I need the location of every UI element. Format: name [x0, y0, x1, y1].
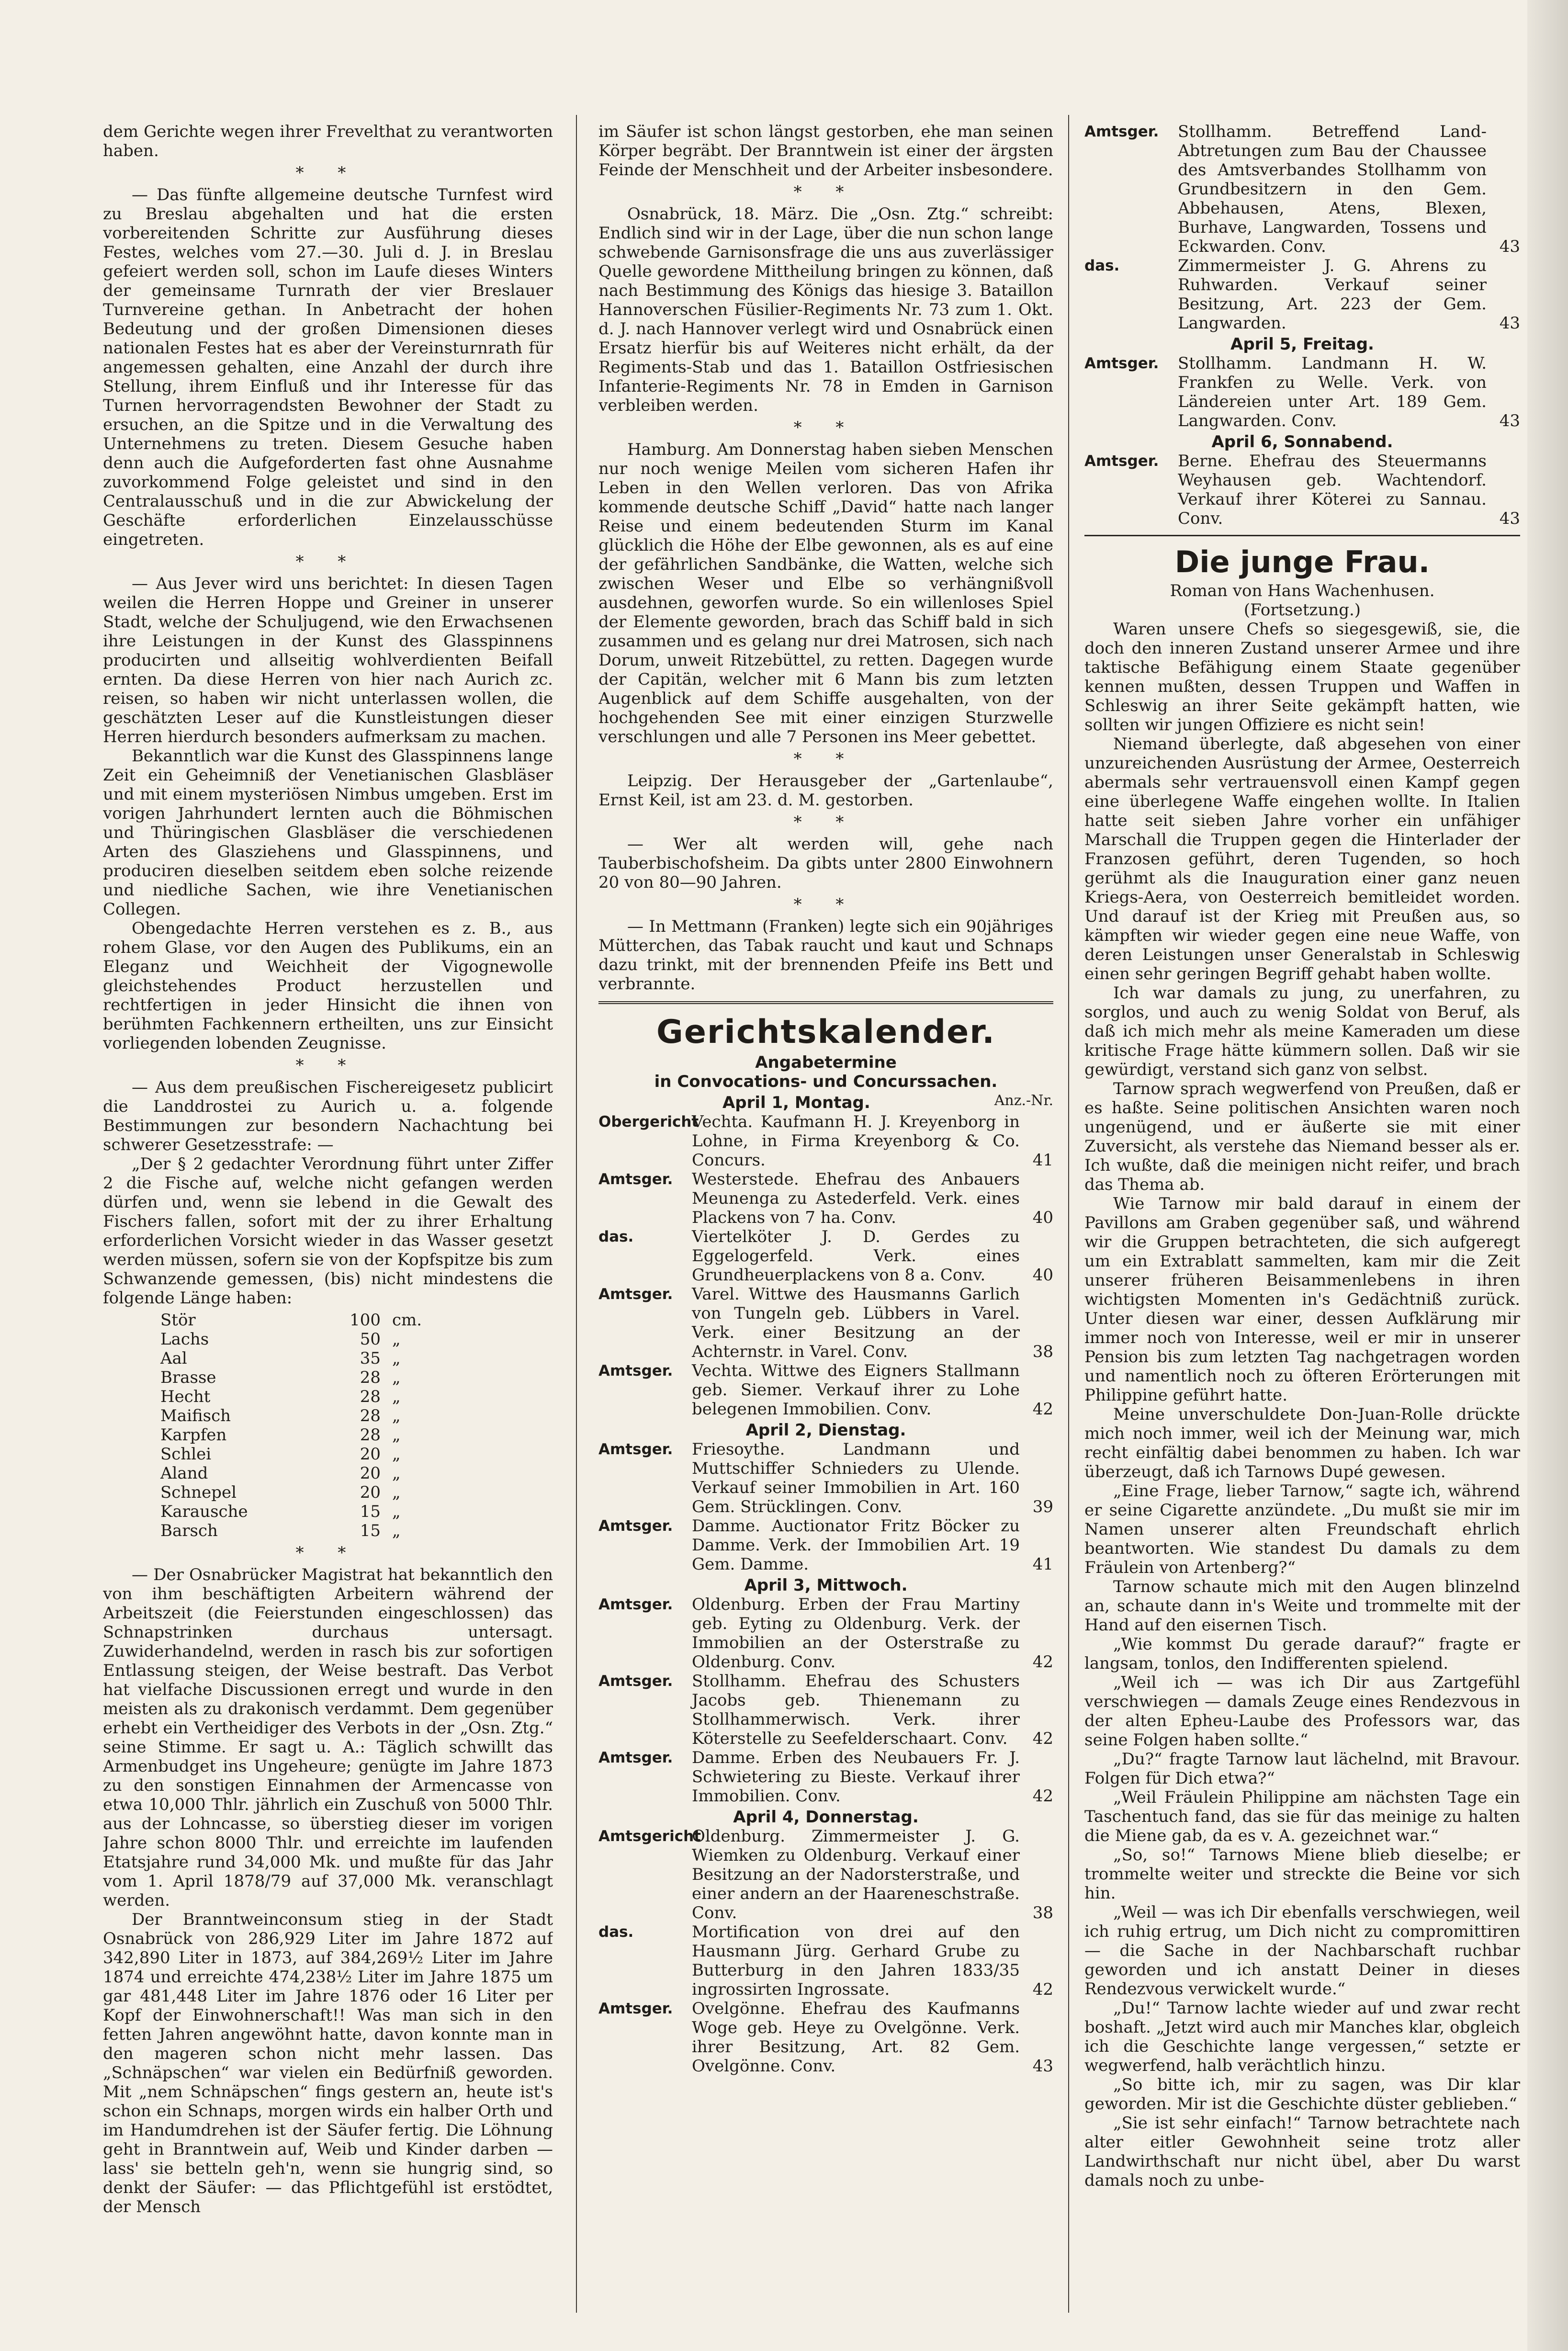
fish-length-table: [160, 1311, 448, 1540]
court-name: das.: [1084, 257, 1120, 274]
court-entry: [1084, 452, 1520, 528]
court-entries-friday: [1084, 354, 1520, 430]
separator-stars: * *: [295, 163, 361, 182]
fish-row: [160, 1521, 448, 1540]
novel-paragraph: „Du?“ fragte Tarnow laut lächelnd, mit Bravour. Folgen für Dich etwa?“: [1084, 1750, 1520, 1788]
court-entry: [598, 1922, 1053, 1999]
column-rule-right: [1068, 115, 1069, 2313]
fish-name: Karpfen: [160, 1425, 227, 1445]
day-heading-row: [598, 1574, 1053, 1595]
article-osnabrueck-magistrat: — Der Osnabrücker Magistrat hat bekanntlich den von ihm beschäftigten Arbeitern während der Arbeitszeit (die Feierstunden eingeschlossen) das Schnapstrinken durchaus untersagt. Zuwiderhandelnd, werden in rasch bis zur sofortigen Entlassung steigen, der Weise bestraft. Das Verbot hat vielfache Discussionen erregt und wurde in den meisten als zu drakonisch verdammt. Dem gegenüber erhebt ein Vertheidiger des Verbots in der „Osn. Ztg.“ seine Stimme. Er sagt u. A.: Täglich schwillt das Armenbudget ins Ungeheure; genügte im Jahre 1873 zu den sonstigen Einnahmen der Armencasse von etwa 10,000 Thlr. jährlich ein Zuschuß von 5000 Thlr. aus der Lohncasse, so überstieg dieser im vorigen Jahre schon 8000 Thlr. und erreichte im laufenden Etatsjahre rund 34,000 Mk. und mußte für das Jahr vom 1. April 1878/79 auf 37,000 Mk. veranschlagt werden.: [103, 1565, 553, 1910]
court-name: Amtsger.: [598, 2000, 673, 2017]
novel-paragraph: Wie Tarnow mir bald darauf in einem der Pavillons am Graben gegenüber saß, und während wir die Gruppen betrachteten, die sich aufgeregt um ein Extrablatt sammelten, kam mir die Zeit unserer früheren Beisammenlebens in ihren wichtigsten Momenten in's Gedächtniß zurück. Unter diesen war einer, dessen Aufklärung mir immer noch von Interesse, weil er mir in unserer Pension bis zum letzten Tag nachgetragen worden und namentlich noch zu öfteren Erörterungen mit Philippine geführt hatte.: [1084, 1194, 1520, 1405]
fish-name: Karausche: [160, 1502, 248, 1521]
novel-paragraph: „Wie kommst Du gerade darauf?“ fragte er langsam, tonlos, den Indifferenten spielend.: [1084, 1635, 1520, 1673]
entry-text: Damme. Auctionator Fritz Böcker zu Damme. Verk. der Immobilien Art. 19 Gem. Damme.: [692, 1516, 1020, 1574]
novel-paragraph: „Sie ist sehr einfach!“ Tarnow betrachtete nach alter eitler Gewohnheit seine trotz aller Landwirthschaft nur nicht übel, aber Du warst damals noch zu unbe-: [1084, 2114, 1520, 2190]
court-name: Amtsger.: [1084, 355, 1159, 372]
novel-body: [1084, 620, 1520, 2190]
article-text: im Säufer ist schon längst gestorben, ehe man seinen Körper begräbt. Der Branntwein ist einer der ärgsten Feinde der Menschheit und der Arbeiter insbesondere.: [598, 122, 1053, 180]
entry-number: 42: [1032, 1652, 1053, 1672]
entry-number: 43: [1499, 411, 1520, 430]
court-name: Amtsger.: [598, 1171, 673, 1188]
court-name: das.: [598, 1228, 634, 1245]
court-entry: [598, 1170, 1053, 1227]
entry-number: 40: [1032, 1266, 1053, 1285]
fish-row: [160, 1464, 448, 1483]
novel-paragraph: „Eine Frage, lieber Tarnow,“ sagte ich, während er seine Cigarette anzündete. „Du mußt sie mir im Namen unserer alten Freundschaft ehrlich beantworten. Wie standest Du damals zu dem Fräulein von Artenberg?“: [1084, 1481, 1520, 1577]
novel-paragraph: Niemand überlegte, daß abgesehen von einer unzureichenden Ausrüstung der Armee, Oesterreich abermals sehr vertrauensvoll einen Kampf gegen eine überlegene Waffe eingehen wollte. In Italien hatte seit sieben Jahre vorher ein unfähiger Marschall die Truppen gegen die Hinterlader der Franzosen geführt, deren Tugenden, so hoch gerühmt als die Inauguration einer ganz neuen Kriegs-Aera, von Oesterreich bemitleidet worden. Und darauf ist der Krieg mit Preußen aus, so kämpften wir wieder gegen eine neue Waffe, von deren Leistungen unser Generalstab in Schleswig einen sehr geringen Begriff gehabt haben wollte.: [1084, 735, 1520, 983]
article-turnfest: — Das fünfte allgemeine deutsche Turnfest wird zu Breslau abgehalten und hat die ersten vorbereitenden Schritte zur Ausführung dieses Festes, welches vom 27.—30. Juli d. J. in Breslau gefeiert werden soll, schon im Laufe dieses Winters der gemeinsame Turnrath der vier Breslauer Turnvereine gethan. In Anbetracht der hohen Bedeutung und der großen Dimensionen dieses nationalen Festes hat es aber der Vereinsturnrath für angemessen gehalten, eine Anzahl der durch ihre Stellung, ihrem Einfluß und ihr Interesse für das Turnen hervorragendsten Bewohner der Stadt zu ersuchen, an die Spitze und in die Verwaltung des Unternehmens zu treten. Diesem Gesuche haben denn auch die Aufgeforderten fast ohne Ausnahme zuvorkommend Folge geleistet und sind in den Centralausschuß und in die zur Abwickelung der Geschäfte erforderlichen Einzelausschüsse eingetreten.: [103, 185, 553, 549]
fish-row: [160, 1311, 448, 1330]
court-name: Amtsger.: [1084, 452, 1159, 470]
entry-number: 42: [1032, 1400, 1053, 1419]
court-entry: [598, 1595, 1053, 1672]
fish-unit: „: [392, 1330, 401, 1349]
entry-text: Varel. Wittwe des Hausmanns Garlich von Tungeln geb. Lübbers in Varel. Verk. einer Besitzung an der Achternstr. in Varel. Conv.: [692, 1285, 1020, 1361]
entry-number: 43: [1499, 314, 1520, 333]
day-heading: April 2, Dienstag.: [745, 1421, 906, 1440]
entry-number: 43: [1499, 237, 1520, 256]
fish-row: [160, 1349, 448, 1368]
entry-text: Damme. Erben des Neubauers Fr. J. Schwietering zu Bieste. Verkauf ihrer Immobilien. Conv.: [692, 1748, 1020, 1806]
article-jever-2: Bekanntlich war die Kunst des Glasspinnens lange Zeit ein Geheimniß der Venetianischen Glasbläser und mit einem mysteriösen Nimbus umgeben. Erst im vorigen Jahrhundert lernten auch die Böhmischen und Thüringischen Glasbläser die verschiedenen Arten des Glasziehens und Glasspinnens, und produciren dieselben seitdem eben solche reizende und niedliche Sachen, wie ihre Venetianischen Collegen.: [103, 746, 553, 919]
entry-text: Friesoythe. Landmann und Muttschiffer Schnieders zu Ulende. Verkauf seiner Immobilien in Art. 160 Gem. Strücklingen. Conv.: [692, 1440, 1020, 1516]
entry-number: 43: [1499, 509, 1520, 528]
page-edge-shadow: [1527, 0, 1568, 2351]
fish-row: [160, 1406, 448, 1425]
day-heading: April 5, Freitag.: [1230, 335, 1374, 354]
article-hamburg: Hamburg. Am Donnerstag haben sieben Menschen nur noch wenige Meilen vom sicheren Hafen ihr Leben in den Wellen verloren. Das von Afrika kommende deutsche Schiff „David“ hatte nach langer Reise und einem bedeutenden Sturm im Kanal glücklich die Höhe der Elbe gewonnen, als es auf eine der gefährlichen Sandbänke, die Watten, welche sich zwischen Weser und Elbe so verhängnißvoll ausdehnen, geworfen wurde. So ein willenloses Spiel der Elemente geworden, brach das Schiff bald in sich zusammen und es gelang nur drei Matrosen, sich nach Dorum, unweit Ritzebüttel, zu retten. Dagegen wurde der Capitän, welcher mit 6 Mann bis zum letzten Augenblick auf dem Schiffe ausgehalten, von der hochgehenden See mit einer einzigen Sturzwelle verschlungen und alle 7 Personen ins Meer gebettet.: [598, 440, 1053, 746]
fish-length: 28: [360, 1406, 381, 1425]
court-entry: [598, 1999, 1053, 2076]
fish-row: [160, 1502, 448, 1521]
section-subtitle-2: in Convocations- und Concurssachen.: [654, 1072, 998, 1091]
fish-name: Brasse: [160, 1368, 216, 1387]
article-jever: — Aus Jever wird uns berichtet: In diesen Tagen weilen die Herren Hoppe und Greiner in unserer Stadt, welche der Schuljugend, wie den Erwachsenen ihre Leistungen in der Kunst des Glasspinnens producirten und allseitig wohlverdienten Beifall ernten. Da diese Herren von hier nach Aurich zc. reisen, so haben wir nicht unterlassen wollen, die geschätzten Leser auf die Kunstleistungen dieser Herren hierdurch besonders aufmerksam zu machen.: [103, 574, 553, 746]
fish-name: Aal: [160, 1349, 187, 1368]
court-entry: [1084, 354, 1520, 430]
fish-unit: „: [392, 1387, 401, 1406]
court-name: Amtsger.: [598, 1286, 673, 1303]
entry-number: 41: [1032, 1555, 1053, 1574]
court-name: Amtsger.: [598, 1441, 673, 1458]
fish-unit: cm.: [392, 1311, 422, 1330]
court-entry: [598, 1827, 1053, 1922]
fish-name: Maifisch: [160, 1406, 231, 1425]
novel-paragraph: Tarnow sprach wegwerfend von Preußen, daß er es haßte. Seine politischen Ansichten waren noch ungenügend, und er äußerte sie mit einer Zuversicht, als verstehe das Niemand besser als er. Ich wußte, daß die meinigen nicht reifer, und brach das Thema ab.: [1084, 1079, 1520, 1194]
court-name: Amtsger.: [1084, 123, 1159, 140]
entry-number: 43: [1032, 2057, 1053, 2076]
article-mettmann: — In Mettmann (Franken) legte sich ein 90jähriges Mütterchen, das Tabak raucht und kaut und Schnaps dazu trinkt, mit der brennenden Pfeife ins Bett und verbrannte.: [598, 917, 1053, 994]
fish-unit: „: [392, 1483, 401, 1502]
entry-number: 39: [1032, 1497, 1053, 1516]
novel-paragraph: Tarnow schaute mich mit den Augen blinzelnd an, schaute dann in's Weite und trommelte mit der Hand auf den eisernen Tisch.: [1084, 1577, 1520, 1635]
fish-unit: „: [392, 1464, 401, 1483]
court-entry: [598, 1440, 1053, 1516]
fish-length: 20: [360, 1445, 381, 1464]
court-entry: [1084, 256, 1520, 333]
section-divider: [1084, 535, 1520, 536]
day-heading-row: [598, 1091, 1053, 1112]
entry-text: Ovelgönne. Ehefrau des Kaufmanns Woge geb. Heye zu Ovelgönne. Verk. ihrer Besitzung, Art. 82 Gem. Ovelgönne. Conv.: [692, 1999, 1020, 2076]
novel-continuation-note: (Fortsetzung.): [1243, 600, 1361, 620]
court-name: Amtsger.: [598, 1749, 673, 1766]
entry-number: 38: [1032, 1903, 1053, 1922]
entry-number: 40: [1032, 1208, 1053, 1227]
separator-stars: * *: [793, 749, 858, 769]
novel-paragraph: Meine unverschuldete Don-Juan-Rolle drückte mich noch immer, weil ich der Meinung war, mich recht einfältig dabei benommen zu haben. Ich war überzeugt, daß ich Tarnows Dupé gewesen.: [1084, 1405, 1520, 1481]
fish-length: 50: [360, 1330, 381, 1349]
entry-text: Vechta. Kaufmann H. J. Kreyenborg in Lohne, in Firma Kreyenborg & Co. Concurs.: [692, 1112, 1020, 1170]
column-rule-left: [576, 115, 577, 2313]
court-entry: [598, 1227, 1053, 1285]
entry-number: 42: [1032, 1729, 1053, 1748]
novel-paragraph: „Weil Fräulein Philippine am nächsten Tage ein Taschentuch fand, das sie für das meinige zu halten die Miene gab, da es v. A. gezeichnet war.“: [1084, 1788, 1520, 1845]
day-heading: April 4, Donnerstag.: [733, 1808, 919, 1827]
court-calendar: [598, 1091, 1053, 2076]
novel-paragraph: Ich war damals zu jung, zu unerfahren, zu sorglos, und auch zu wenig Soldat von Beruf, als daß ich mich mehr als meine Kameraden um diese kritische Frage hätte kümmern sollen. Daß wir sie gewürdigt, verstand sich ganz von selbst.: [1084, 983, 1520, 1079]
novel-paragraph: Waren unsere Chefs so siegesgewiß, sie, die doch den inneren Zustand unserer Armee und ihre taktische Befähigung einem Staate gegenüber kennen mußten, dessen Truppen und Waffen in Schleswig an ihrer Seite gekämpft hatten, wie sollten wir jungen Offiziere es nicht sein!: [1084, 620, 1520, 735]
entry-text: Mortification von drei auf den Hausmann Jürg. Gerhard Grube zu Butterburg in den Jahren 1833/35 ingrossirten Ingrossate.: [692, 1922, 1020, 1999]
day-heading-row: [598, 1806, 1053, 1827]
entry-text: Westerstede. Ehefrau des Anbauers Meunenga zu Astederfeld. Verk. eines Plackens von 7 ha. Conv.: [692, 1170, 1020, 1227]
separator-stars: * *: [295, 1056, 361, 1075]
fish-name: Barsch: [160, 1521, 218, 1540]
court-name: Amtsger.: [598, 1517, 673, 1535]
fish-unit: „: [392, 1406, 401, 1425]
fish-name: Schlei: [160, 1445, 212, 1464]
court-entry: [598, 1285, 1053, 1361]
article-jever-3: Obengedachte Herren verstehen es z. B., aus rohem Glase, vor den Augen des Publikums, ein an Eleganz und Weichheit der Vigognewolle gleichstehendes Product herzustellen und rechtfertigen in jeder Hinsicht die ihnen von berühmten Fachkennern ertheilten, uns zur Einsicht vorliegenden lobenden Zeugnisse.: [103, 919, 553, 1053]
article-leipzig: Leipzig. Der Herausgeber der „Gartenlaube“, Ernst Keil, ist am 23. d. M. gestorben.: [598, 771, 1053, 810]
fish-length: 20: [360, 1483, 381, 1502]
fish-length: 28: [360, 1425, 381, 1445]
fish-length: 100: [350, 1311, 381, 1330]
entry-text: Stollhamm. Betreffend Land-Abtretungen zum Bau der Chaussee des Amtsverbandes Stollhamm von Grundbesitzern in den Gem. Abbehausen, Atens, Blexen, Burhave, Langwarden, Tossens und Eckwarden. Conv.: [1178, 122, 1487, 256]
separator-stars: * *: [793, 182, 858, 202]
separator-stars: * *: [295, 552, 361, 571]
article-branntwein: Der Branntweinconsum stieg in der Stadt Osnabrück von 286,929 Liter im Jahre 1872 auf 342,890 Liter in 1873, auf 384,269½ Liter im Jahre 1874 und erreichte 474,238½ Liter im Jahre 1875 um gar 481,448 Liter im Jahre 1876 oder 16 Liter per Kopf der Einwohnerschaft!! Was man sich in den fetten Jahren angewöhnt hatte, davon konnte man in den mageren schon nicht mehr lassen. Das „Schnäpschen“ war vielen ein Bedürfniß geworden. Mit „nem Schnäpschen“ fings gestern an, heute ist's schon ein Schnaps, morgen wirds ein halber Orth und im Handumdrehen ist der Säufer fertig. Die Löhnung geht in Branntwein auf, Weib und Kinder darben — lass' sie betteln geh'n, wenn sie hungrig sind, so denkt der Säufer: — das Pflichtgefühl ist erstödtet, der Mensch: [103, 1910, 553, 2216]
entry-text: Stollhamm. Landmann H. W. Frankfen zu Welle. Verk. von Ländereien unter Art. 189 Gem. Langwarden. Conv.: [1178, 354, 1487, 430]
entry-number: 42: [1032, 1980, 1053, 1999]
column-middle: [598, 122, 1053, 2317]
fish-row: [160, 1445, 448, 1464]
column-left: [103, 122, 553, 2317]
article-fischerei: — Aus dem preußischen Fischereigesetz publicirt die Landdrostei zu Aurich u. a. folgende Bestimmungen zur besondern Nachachtung bei schwerer Gesetzesstrafe: —: [103, 1078, 553, 1154]
entry-text: Viertelköter J. D. Gerdes zu Eggelogerfeld. Verk. eines Grundheuerplackens von 8 a. Conv.: [692, 1227, 1020, 1285]
separator-stars: * *: [793, 895, 858, 914]
separator-stars: * *: [295, 1543, 361, 1562]
court-name: Amtsgericht: [598, 1828, 701, 1845]
court-entry: [598, 1516, 1053, 1574]
fish-length: 15: [360, 1521, 381, 1540]
article-tauberbischofsheim: — Wer alt werden will, gehe nach Tauberbischofsheim. Da gibts unter 2800 Einwohnern 20 von 80—90 Jahren.: [598, 835, 1053, 892]
fish-row: [160, 1483, 448, 1502]
court-name: Obergericht: [598, 1113, 699, 1130]
fish-length: 28: [360, 1368, 381, 1387]
fish-unit: „: [392, 1521, 401, 1540]
fish-unit: „: [392, 1425, 401, 1445]
entry-text: Berne. Ehefrau des Steuermanns Weyhausen geb. Wachtendorf. Verkauf ihrer Köterei zu Sannau. Conv.: [1178, 452, 1487, 528]
fish-name: Hecht: [160, 1387, 211, 1406]
day-heading: April 1, Montag.: [722, 1093, 870, 1112]
fish-length: 20: [360, 1464, 381, 1483]
fish-length: 15: [360, 1502, 381, 1521]
fish-length: 28: [360, 1387, 381, 1406]
entry-number: 38: [1032, 1342, 1053, 1361]
court-entry: [598, 1748, 1053, 1806]
novel-paragraph: „So, so!“ Tarnows Miene blieb dieselbe; er trommelte weiter und streckte die Beine vor sich hin.: [1084, 1845, 1520, 1903]
entry-text: Stollhamm. Ehefrau des Schusters Jacobs geb. Thienemann zu Stollhammerwisch. Verk. ihrer Köterstelle zu Seefelderschaart. Conv.: [692, 1672, 1020, 1748]
entry-text: Oldenburg. Erben der Frau Martiny geb. Eyting zu Oldenburg. Verk. der Immobilien an der Osterstraße zu Oldenburg. Conv.: [692, 1595, 1020, 1672]
article-fischerei-2: „Der § 2 gedachter Verordnung führt unter Ziffer 2 die Fische auf, welche nicht gefangen werden dürfen und, wenn sie lebend in die Gewalt des Fischers fallen, sofort mit der zu ihrer Erhaltung erforderlichen Vorsicht wieder in das Wasser gesetzt werden müssen, sofern sie von der Kopfspitze bis zum Schwanzende gemessen, (bis) nicht mindestens die folgende Länge haben:: [103, 1154, 553, 1308]
separator-stars: * *: [793, 813, 858, 832]
section-subtitle: Angabetermine: [755, 1053, 897, 1072]
article-osnabrueck: Osnabrück, 18. März. Die „Osn. Ztg.“ schreibt: Endlich sind wir in der Lage, über die nun schon lange schwebende Garnisonsfrage die uns aus zuverlässiger Quelle gewordene Mittheilung bringen zu können, daß nach Bestimmung des Königs das hiesige 3. Bataillon Hannoverschen Füsilier-Regiments Nr. 73 zum 1. Okt. d. J. nach Hannover verlegt wird und Osnabrück einen Ersatz hierfür bis auf Weiteres nicht erhält, da der Regiments-Stab und das 1. Bataillon Ostfriesischen Infanterie-Regiments Nr. 78 in Emden in Garnison verbleiben werden.: [598, 204, 1053, 415]
fish-row: [160, 1368, 448, 1387]
section-divider: [598, 1001, 1053, 1004]
court-entry: [598, 1112, 1053, 1170]
court-name: das.: [598, 1923, 634, 1941]
fish-name: Aland: [160, 1464, 208, 1483]
entry-text: Vechta. Wittwe des Eigners Stallmann geb. Siemer. Verkauf ihrer zu Lohe belegenen Immobilien. Conv.: [692, 1361, 1020, 1419]
court-name: Amtsger.: [598, 1673, 673, 1690]
court-entry: [1084, 122, 1520, 256]
anz-nr-label: Anz.-Nr.: [994, 1092, 1053, 1109]
novel-author: Roman von Hans Wachenhusen.: [1170, 581, 1435, 600]
day-heading-row: [598, 1419, 1053, 1440]
court-name: Amtsger.: [598, 1362, 673, 1379]
fish-unit: „: [392, 1349, 401, 1368]
novel-paragraph: „Du!“ Tarnow lachte wieder auf und zwar recht boshaft. „Jetzt wird auch mir Manches klar, obgleich ich die Geschichte lange vergessen,“ setzte er wegwerfend, halb verächtlich hinzu.: [1084, 1999, 1520, 2075]
fish-name: Schnepel: [160, 1483, 237, 1502]
court-name: Amtsger.: [598, 1596, 673, 1613]
fish-row: [160, 1330, 448, 1349]
fish-row: [160, 1387, 448, 1406]
day-heading: April 6, Sonnabend.: [1211, 432, 1393, 452]
fish-unit: „: [392, 1445, 401, 1464]
separator-stars: * *: [793, 418, 858, 437]
entry-number: 41: [1032, 1151, 1053, 1170]
day-heading: April 3, Mittwoch.: [744, 1576, 908, 1595]
fish-unit: „: [392, 1502, 401, 1521]
column-right: [1084, 122, 1520, 2317]
section-title-gerichtskalender: Gerichtskalender.: [656, 1013, 995, 1051]
fish-name: Stör: [160, 1311, 196, 1330]
fish-length: 35: [360, 1349, 381, 1368]
novel-paragraph: „Weil — was ich Dir ebenfalls verschwiegen, weil ich ruhig ertrug, um Dich nicht zu compromittiren — die Sache in der Nachbarschaft ruchbar geworden und ich anstatt Deiner in dieses Rendezvous verwickelt wurde.“: [1084, 1903, 1520, 1999]
entry-text: Oldenburg. Zimmermeister J. G. Wiemken zu Oldenburg. Verkauf einer Besitzung an der Nadorsterstraße, und einer andern an der Haareneschstraße. Conv.: [692, 1827, 1020, 1922]
entry-text: Zimmermeister J. G. Ahrens zu Ruhwarden. Verkauf seiner Besitzung, Art. 223 der Gem. Langwarden.: [1178, 256, 1487, 333]
novel-paragraph: „Weil ich — was ich Dir aus Zartgefühl verschwiegen — damals Zeuge eines Rendezvous in der alten Epheu-Laube des Professors war, das seine Folgen haben sollte.“: [1084, 1673, 1520, 1750]
novel-title: Die junge Frau.: [1174, 544, 1430, 579]
court-calendar-continued: [1084, 122, 1520, 333]
court-entry: [598, 1672, 1053, 1748]
entry-number: 42: [1032, 1786, 1053, 1806]
court-entries-saturday: [1084, 452, 1520, 528]
court-entry: [598, 1361, 1053, 1419]
novel-paragraph: „So bitte ich, mir zu sagen, was Dir klar geworden. Mir ist die Geschichte düster geblieben.“: [1084, 2075, 1520, 2114]
article-text: dem Gerichte wegen ihrer Frevelthat zu verantworten haben.: [103, 122, 553, 160]
fish-row: [160, 1425, 448, 1445]
fish-name: Lachs: [160, 1330, 209, 1349]
fish-unit: „: [392, 1368, 401, 1387]
